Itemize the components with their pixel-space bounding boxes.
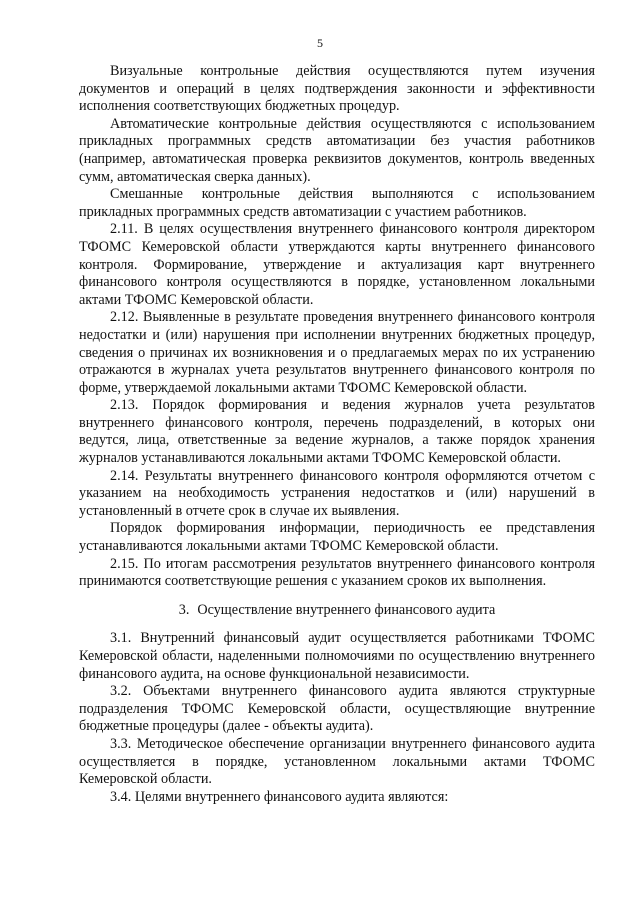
paragraph-mixed-control: Смешанные контрольные действия выполняются с использованием прикладных программных средств автоматизации с участием работников. — [79, 186, 595, 220]
section-title: Осуществление внутреннего финансового аудита — [197, 601, 496, 618]
paragraph-2-12: 2.12. Выявленные в результате проведения внутреннего финансового контроля недостатки и (или) нарушения при исполнении внутренних бюджетных процедур, сведения о причинах их возникновения и о предлагаемых мерах по их устранению отражаются в журналах учета результатов внутреннего финансового контроля по форме, утверждаемой локальными актами ТФОМС Кемеровской области. — [79, 309, 595, 396]
paragraph-visual-control: Визуальные контрольные действия осуществляются путем изучения документов и операций в целях подтверждения законности и эффективности исполнения соответствующих бюджетных процедур. — [79, 63, 595, 115]
paragraph-2-14: 2.14. Результаты внутреннего финансового контроля оформляются отчетом с указанием на необходимость устранения недостатков и (или) нарушений в установленный в отчете срок в случае их выявления. — [79, 467, 595, 519]
paragraph-3-1: 3.1. Внутренний финансовый аудит осуществляется работниками ТФОМС Кемеровской области, наделенными полномочиями по осуществлению внутреннего финансового аудита, на основе функциональной независимости. — [79, 630, 595, 682]
paragraph-3-2: 3.2. Объектами внутреннего финансового аудита являются структурные подразделения ТФОМС Кемеровской области, осуществляющие внутренние бюджетные процедуры (далее - объекты аудита). — [79, 683, 595, 735]
paragraph-2-11: 2.11. В целях осуществления внутреннего финансового контроля директором ТФОМС Кемеровской области утверждаются карты внутреннего финансового контроля. Формирование, утверждение и актуализация карт внутреннего финансового контроля осуществляются в порядке, установленном локальными актами ТФОМС Кемеровской области. — [79, 221, 595, 308]
paragraph-automatic-control: Автоматические контрольные действия осуществляются с использованием прикладных программных средств автоматизации без участия работников (например, автоматическая проверка реквизитов документов, контроль введенных сумм, автоматическая сверка данных). — [79, 115, 595, 185]
paragraph-3-3: 3.3. Методическое обеспечение организации внутреннего финансового аудита осуществляется в порядке, установленном локальными актами ТФОМС Кемеровской области. — [79, 735, 595, 788]
page-number: 5 — [317, 36, 323, 50]
document-body — [79, 63, 595, 806]
paragraph-3-4: 3.4. Целями внутреннего финансового аудита являются: — [110, 788, 449, 805]
paragraph-2-15: 2.15. По итогам рассмотрения результатов внутреннего финансового контроля принимаются соответствующие решения с указанием сроков их выполнения. — [79, 555, 595, 590]
section-number: 3. — [178, 601, 190, 618]
paragraph-reporting-order: Порядок формирования информации, периодичность ее представления устанавливаются локальными актами ТФОМС Кемеровской области. — [79, 520, 595, 555]
paragraph-2-13: 2.13. Порядок формирования и ведения журналов учета результатов внутреннего финансового контроля, перечень подразделений, в которых они ведутся, лица, ответственные за ведение журналов, а также порядок хранения журналов устанавливаются локальными актами ТФОМС Кемеровской области. — [79, 397, 595, 467]
section-heading — [79, 602, 595, 620]
